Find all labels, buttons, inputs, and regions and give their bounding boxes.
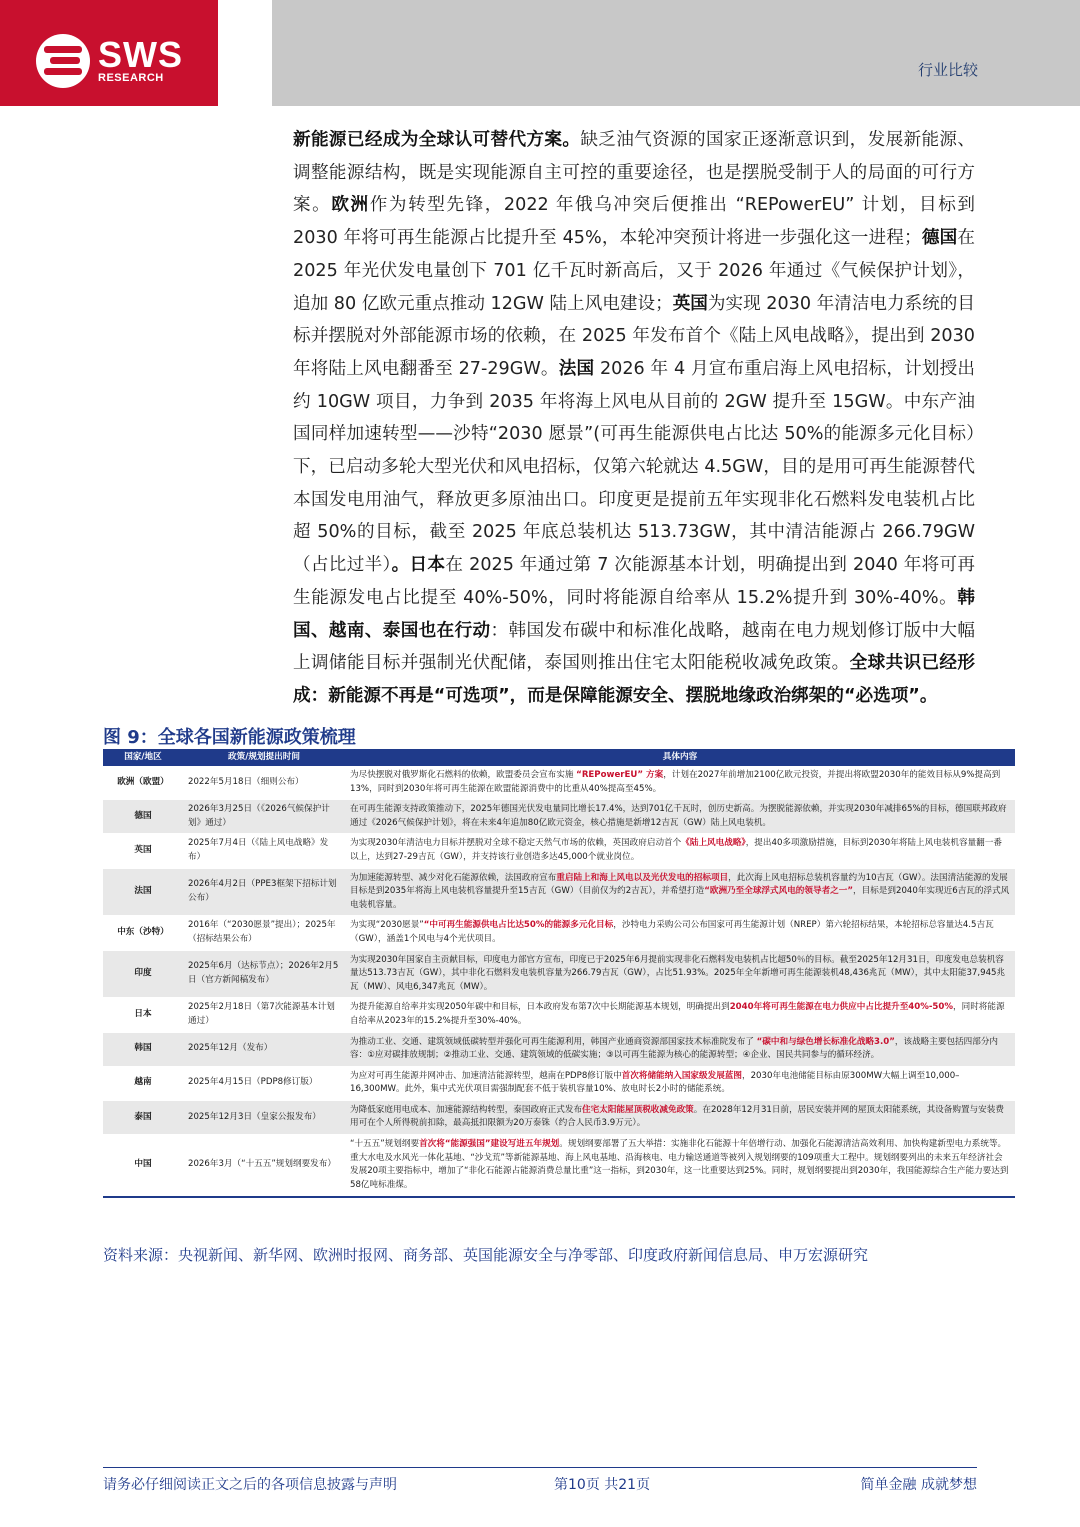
table-row <box>103 1100 1015 1134</box>
table-row <box>103 1066 1015 1100</box>
content-text: ，提出40多项激励措施，目标到2030年将陆上风电装机容量翻一番以上，达到27-29吉瓦（GW），并支持该行业创造多达45,000个就业岗位。 <box>350 838 1002 862</box>
paragraph-bold-run: 新能源已经成为全球认可替代方案。 <box>293 130 581 150</box>
cell-content <box>345 916 1015 950</box>
content-text: ，目标是到2040年实现近6吉瓦的浮式风电装机容量。 <box>350 886 1010 910</box>
paragraph-text-run: 作为转型先锋，2022 年俄乌冲突后便推出 “REPowerEU” 计划，目标到 2030 年将可再生能源占比提升至 45%，本轮冲突预计将进一步强化这一进程； <box>293 195 975 249</box>
footer-disclaimer: 请务必仔细阅读正文之后的各项信息披露与声明 <box>103 1477 397 1493</box>
cell-country: 泰国 <box>103 1100 183 1134</box>
paragraph-bold-run: 全球共识已经形成：新能源不再是“可选项”，而是保障能源安全、摆脱地缘政治绑架的“必选项”。 <box>293 653 975 706</box>
cell-date: 2025年7月4日（《陆上风电战略》发布） <box>183 834 345 868</box>
content-highlight: “中可再生能源供电占比达50%的能源多元化目标 <box>423 920 614 931</box>
content-highlight: 2040年将可再生能源在电力供应中占比提升至40%-50% <box>729 1002 953 1013</box>
content-text: 为应对可再生能源并网冲击、加速清洁能源转型，越南在PDP8修订版中 <box>350 1070 622 1081</box>
paragraph-bold-run: 韩国、越南、泰国也在行动 <box>293 587 975 641</box>
cell-date: 2022年5月18日（细则公布） <box>183 766 345 800</box>
cell-content <box>345 834 1015 868</box>
content-text: ，同时将能源自给率从2023年的15.2%提升至30%-40%。 <box>350 1002 1005 1026</box>
cell-date: 2026年3月（“十五五”规划纲要发布） <box>183 1135 345 1196</box>
sws-logo <box>36 34 183 88</box>
cell-country: 欧洲（欧盟） <box>103 766 183 800</box>
content-text: ，计划在2027年前增加2100亿欧元投资，并提出将欧盟2030年的能效目标从9%提高到13%，同时到2030年将可再生能源在欧盟能源消费中的比重从40%提高至45%。 <box>350 770 1001 794</box>
paragraph-bold-run: 。日本 <box>391 555 446 576</box>
footer-rule <box>103 1467 977 1468</box>
cell-date: 2025年4月15日（PDP8修订版） <box>183 1066 345 1100</box>
header-gap <box>218 0 262 106</box>
paragraph-text-run: 为实现 2030 年清洁电力系统的目标并摆脱对外部能源市场的依赖，在 2025 年发布首个《陆上风电战略》，提出到 2030 年将陆上风电翻番至 27-29GW。 <box>293 293 975 379</box>
cell-content <box>345 1066 1015 1100</box>
table-row <box>103 950 1015 998</box>
cell-date: 2025年6月（达标节点）；2026年2月5日（官方新闻稿发布） <box>183 950 345 998</box>
content-text: 。规划纲要部署了五大举措：实施非化石能源十年倍增行动、加强化石能源清洁高效利用、加快构建新型电力系统等。重大水电及水风光一体化基地、“沙戈荒”等新能源基地、海上风电基地、沿海核电、电力输送通道等被列入规划纲要的109项重大工程中。规划纲要列出的未来五年经济社会发展20项主要指标中，增加了“非化石能源占能源消费总量比重”这一指标，到2030年，这一比重要达到25%。同时，规划纲要提出到2030年，我国能源综合生产能力要达到58亿吨标准煤。 <box>350 1139 1009 1190</box>
cell-country: 中东（沙特） <box>103 916 183 950</box>
cell-country: 中国 <box>103 1135 183 1196</box>
cell-date: 2016年（“2030愿景”提出）；2025年（招标结果公布） <box>183 916 345 950</box>
content-text: 为实现“2030愿景” <box>350 920 424 931</box>
content-text: 为尽快摆脱对俄罗斯化石燃料的依赖，欧盟委员会宣布实施 <box>350 770 577 780</box>
content-highlight: 首次将“能源强国”建设写进五年规划 <box>419 1139 560 1150</box>
table-row <box>103 1032 1015 1066</box>
cell-content <box>345 868 1015 916</box>
cell-content <box>345 950 1015 998</box>
cell-country: 法国 <box>103 868 183 916</box>
source-note: 资料来源：央视新闻、新华网、欧洲时报网、商务部、英国能源安全与净零部、印度政府新闻信息局、申万宏源研究 <box>103 1246 869 1264</box>
cell-country: 韩国 <box>103 1032 183 1066</box>
content-text: ，沙特电力采购公司公布国家可再生能源计划（NREP）第六轮招标结果，本轮招标总容量达4.5吉瓦（GW），涵盖1个风电与4个光伏项目。 <box>350 920 994 944</box>
table-row <box>103 1135 1015 1196</box>
content-highlight: 住宅太阳能屋顶税收减免政策 <box>582 1104 694 1115</box>
header-country: 国家/地区 <box>103 749 183 766</box>
header-content: 具体内容 <box>345 749 1015 766</box>
cell-content <box>345 998 1015 1032</box>
report-category: 行业比较 <box>917 61 978 79</box>
table-row <box>103 800 1015 834</box>
table-row <box>103 868 1015 916</box>
table-row <box>103 834 1015 868</box>
cell-content <box>345 766 1015 800</box>
header-date: 政策/规划提出时间 <box>183 749 345 766</box>
header-grey-band <box>272 0 1080 106</box>
content-text: ，2030年电池储能目标由原300MW大幅上调至10,000–16,300MW。此外，集中式光伏项目需强制配套不低于装机容量10%、放电时长2小时的储能系统。 <box>350 1070 960 1095</box>
sws-logo-icon <box>36 34 90 88</box>
cell-content <box>345 1032 1015 1066</box>
cell-date: 2026年3月25日（《2026气候保护计划》通过） <box>183 800 345 834</box>
table-bottom-rule <box>103 1196 1015 1198</box>
paragraph-bold-run: 法国 <box>558 358 595 379</box>
content-text: ，该战略主要包括四部分内容：①应对碳排放规制；②推动工业、交通、建筑领域的低碳实施；③以可再生能源为核心的能源转型；④企业、国民共同参与的循环经济。 <box>350 1036 999 1061</box>
cell-date: 2025年2月18日（第7次能源基本计划通过） <box>183 998 345 1032</box>
content-text: 在可再生能源支持政策推动下，2025年德国光伏发电量同比增长17.4%，达到701亿千瓦时，创历史新高。为摆脱能源依赖，并实现2030年减排65%的目标，德国联邦政府通过《2026气候保护计划》，将在未来4年追加80亿欧元资金，核心措施是新增12吉瓦（GW）陆上风电装机。 <box>350 804 1007 828</box>
paragraph-text-run: 在 2025 年光伏发电量创下 701 亿千瓦时新高后，又于 2026 年通过《气候保护计划》，追加 80 亿欧元重点推动 12GW 陆上风电建设； <box>293 228 975 314</box>
content-highlight: 重启陆上和海上风电以及光伏发电的招标项目 <box>556 872 729 883</box>
figure-title: 图 9：全球各国新能源政策梳理 <box>103 727 356 748</box>
table-header-row <box>103 749 1015 766</box>
cell-country: 越南 <box>103 1066 183 1100</box>
body-paragraph <box>293 124 975 713</box>
content-text: 为提升能源自给率并实现2050年碳中和目标，日本政府发布第7次中长期能源基本规划，明确提出到 <box>350 1002 730 1013</box>
cell-content <box>345 1100 1015 1134</box>
paragraph-bold-run: 德国 <box>921 228 958 249</box>
content-highlight: “碳中和与绿色增长标准化战略3.0” <box>756 1036 895 1047</box>
content-highlight: 《陆上风电战略》 <box>681 838 746 849</box>
cell-date: 2026年4月2日（PPE3框架下招标计划公布） <box>183 868 345 916</box>
content-highlight: “REPowerEU” 方案 <box>576 770 664 780</box>
table-row <box>103 916 1015 950</box>
cell-country: 德国 <box>103 800 183 834</box>
footer-page-number: 第10页 共21页 <box>554 1477 651 1493</box>
content-text: 为实现2030年清洁电力目标并摆脱对全球不稳定天然气市场的依赖，英国政府启动首个 <box>350 838 682 849</box>
cell-date: 2025年12月（发布） <box>183 1032 345 1066</box>
logo-sub-text: RESEARCH <box>98 72 164 84</box>
content-text: 为降低家庭用电成本、加速能源结构转型，泰国政府正式发布 <box>350 1104 583 1115</box>
policy-table <box>103 749 1015 1198</box>
paragraph-bold-run: 欧洲 <box>331 195 370 216</box>
paragraph-text-run: 在 2025 年通过第 7 次能源基本计划，明确提出到 2040 年将可再生能源发电占比提至 40%-50%，同时将能源自给率从 15.2%提升到 30%-40%。 <box>293 555 975 608</box>
cell-country: 印度 <box>103 950 183 998</box>
cell-date: 2025年12月3日（皇家公报发布） <box>183 1100 345 1134</box>
table-row <box>103 998 1015 1032</box>
table-row <box>103 766 1015 800</box>
content-text: 为实现2030年国家自主贡献目标，印度电力部官方宣布，印度已于2025年6月提前实现非化石燃料发电装机占比超50％的目标。截至2025年12月31日，印度发电总装机容量达513.73吉瓦（GW），其中非化石燃料发电装机容量为266.79吉瓦（GW），占比51.93%。2025年全年新增可再生能源装机48,436兆瓦（MW），其中太阳能37,945兆瓦（MW）、风电6,347兆瓦（MW）。 <box>350 954 1006 992</box>
paragraph-text-run: ：韩国发布碳中和标准化战略，越南在电力规划修订版中大幅上调储能目标并强制光伏配储，泰国则推出住宅太阳能税收减免政策。 <box>293 620 975 674</box>
paragraph-text-run: 2026 年 4 月宣布重启海上风电招标，计划授出约 10GW 项目，力争到 2035 年将海上风电从目前的 2GW 提升至 15GW。中东产油国同样加速转型——沙特“2030 愿景”(可再生能源供电占比达 50%的能源多元化目标）下，已启动多轮大型光伏和风电招标，仅第六轮就达 4.5GW，目的是用可再生能源替代本国发电用油气，释放更多原油出口。印度更是提前五年实现非化石燃料发电装机占比超 50%的目标，截至 2025 年底总装机达 513.73GW，其中清洁能源占 266.79GW（占比过半） <box>293 358 975 576</box>
content-text: 为加速能源转型、减少对化石能源依赖，法国政府宣布 <box>350 872 557 883</box>
cell-country: 日本 <box>103 998 183 1032</box>
cell-content <box>345 1135 1015 1196</box>
content-text: “十五五”规划纲要 <box>350 1139 420 1150</box>
paragraph-text-run: 缺乏油气资源的国家正逐渐意识到，发展新能源、调整能源结构，既是实现能源自主可控的重要途径，也是摆脱受制于人的局面的可行方案。 <box>293 130 975 216</box>
paragraph-bold-run: 英国 <box>672 293 708 314</box>
content-text: 。在2028年12月31日前，居民安装并网的屋顶太阳能系统，其设备购置与安装费用可在个人所得税前扣除，最高抵扣限额为20万泰铢（约合人民币3.9万元）。 <box>350 1104 1004 1129</box>
content-text: ，此次海上风电招标总装机容量约为10吉瓦（GW）。法国清洁能源的发展目标是到2035年将海上风电装机容量提升至15吉瓦（GW）（目前仅为约2吉瓦），并希望打造 <box>350 872 1008 897</box>
logo-main-text: SWS <box>98 34 184 75</box>
content-highlight: 首次将储能纳入国家级发展蓝图 <box>621 1070 742 1081</box>
cell-content <box>345 800 1015 834</box>
cell-country: 英国 <box>103 834 183 868</box>
footer-slogan: 简单金融 成就梦想 <box>860 1477 977 1493</box>
content-highlight: “欧洲乃至全球浮式风电的领导者之一” <box>704 886 854 897</box>
content-text: 为推动工业、交通、建筑领域低碳转型并强化可再生能源利用，韩国产业通商资源部国家技术标准院发布了 <box>350 1036 757 1047</box>
